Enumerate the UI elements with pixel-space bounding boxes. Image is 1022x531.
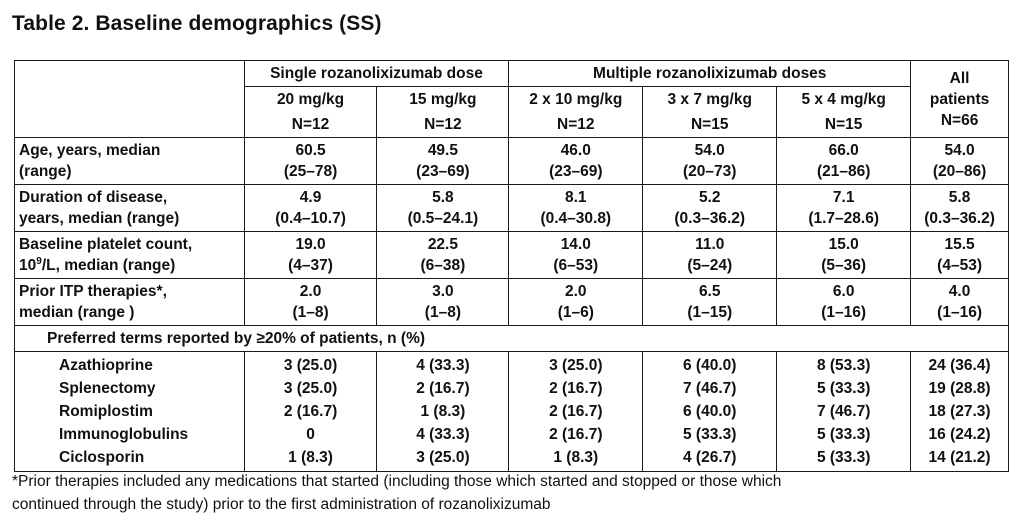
- header-dose-cell: 20 mg/kg: [244, 87, 377, 113]
- median-value: 11.0: [695, 236, 725, 253]
- median-value: 5.2: [698, 189, 721, 206]
- data-cell: [643, 138, 777, 185]
- term-value: 6 (40.0): [643, 352, 777, 378]
- row-label-line1: Age, years, median: [19, 142, 161, 159]
- range-value: (1–15): [687, 304, 733, 321]
- section-header-row: [15, 326, 1009, 352]
- term-row: [15, 352, 1009, 378]
- unit-exponent: 9: [36, 255, 42, 267]
- data-cell: [377, 232, 509, 279]
- table-body: [15, 61, 1009, 472]
- term-value: 16 (24.2): [911, 423, 1009, 446]
- data-cell: [244, 185, 377, 232]
- range-value: (1–8): [424, 304, 461, 321]
- data-cell: [377, 279, 509, 326]
- data-cell: [509, 138, 643, 185]
- median-value: 2.0: [299, 283, 322, 300]
- range-value: (4–53): [937, 257, 982, 274]
- data-cell: [509, 279, 643, 326]
- median-value: 4.0: [948, 283, 971, 300]
- term-value: 2 (16.7): [244, 400, 377, 423]
- data-cell: [509, 185, 643, 232]
- term-name: Ciclosporin: [15, 446, 245, 472]
- header-all-line2: patients: [929, 90, 990, 108]
- range-value: (6–38): [420, 257, 466, 274]
- range-value: (5–36): [821, 257, 867, 274]
- term-value: 1 (8.3): [377, 400, 509, 423]
- range-value: (0.5–24.1): [407, 210, 479, 227]
- table-row: [15, 185, 1009, 232]
- row-label: [15, 138, 245, 185]
- range-value: (1–8): [292, 304, 329, 321]
- median-value: 14.0: [560, 236, 591, 253]
- term-value: 7 (46.7): [643, 377, 777, 400]
- row-label-line2: (range): [19, 163, 72, 180]
- term-row: [15, 446, 1009, 472]
- unit-rest: /L, median (range): [41, 257, 176, 274]
- median-value: 22.5: [427, 236, 458, 253]
- data-cell: [643, 232, 777, 279]
- term-row: [15, 423, 1009, 446]
- header-all-line1: All: [949, 69, 970, 87]
- term-value: 18 (27.3): [911, 400, 1009, 423]
- median-value: 4.9: [299, 189, 322, 206]
- data-cell: [911, 279, 1009, 326]
- term-value: 3 (25.0): [244, 377, 377, 400]
- range-value: (0.4–10.7): [275, 210, 346, 227]
- term-name: Immunoglobulins: [15, 423, 245, 446]
- table-row: [15, 138, 1009, 185]
- median-value: 49.5: [427, 142, 458, 159]
- term-value: 0: [244, 423, 377, 446]
- header-dose-cell: 2 x 10 mg/kg: [509, 87, 643, 113]
- header-n-cell: N=15: [777, 112, 911, 138]
- median-value: 5.8: [432, 189, 454, 206]
- range-value: (1–6): [557, 304, 594, 321]
- row-label-line2: years, median (range): [19, 210, 180, 227]
- range-value: (0.4–30.8): [540, 210, 612, 227]
- median-value: 8.1: [565, 189, 587, 206]
- range-value: (25–78): [283, 163, 338, 180]
- data-cell: [377, 185, 509, 232]
- row-label-line2: median (range ): [19, 304, 135, 321]
- range-value: (6–53): [553, 257, 599, 274]
- header-n-cell: N=12: [377, 112, 509, 138]
- range-value: (21–86): [816, 163, 871, 180]
- header-all-patients: [911, 61, 1009, 138]
- term-value: 2 (16.7): [509, 377, 643, 400]
- term-value: 3 (25.0): [244, 352, 377, 378]
- data-cell: [244, 279, 377, 326]
- row-label-line2: [19, 255, 241, 276]
- header-dose-cell: 15 mg/kg: [377, 87, 509, 113]
- table-title: Table 2. Baseline demographics (SS): [12, 12, 382, 35]
- data-cell: [777, 185, 911, 232]
- range-value: (23–69): [416, 163, 470, 180]
- section-label: Preferred terms reported by ≥20% of patients, n (%): [15, 326, 1009, 352]
- median-value: 66.0: [828, 142, 859, 159]
- range-value: (20–86): [932, 163, 987, 180]
- term-value: 3 (25.0): [377, 446, 509, 472]
- term-value: 5 (33.3): [777, 446, 911, 472]
- data-cell: [643, 185, 777, 232]
- data-cell: [911, 185, 1009, 232]
- header-corner-cell: [15, 61, 245, 138]
- row-label-line1: Baseline platelet count,: [19, 236, 193, 253]
- term-value: 1 (8.3): [244, 446, 377, 472]
- range-value: (1–16): [937, 304, 982, 321]
- term-value: 5 (33.3): [777, 377, 911, 400]
- header-n-cell: N=12: [509, 112, 643, 138]
- row-label-line1: Prior ITP therapies*,: [19, 283, 167, 300]
- footnote-line1: *Prior therapies included any medications that started (including those which started and stopped or those which: [12, 473, 782, 490]
- median-value: 60.5: [295, 142, 326, 159]
- range-value: (4–37): [288, 257, 333, 274]
- term-name: Azathioprine: [15, 352, 245, 378]
- data-cell: [777, 138, 911, 185]
- term-value: 5 (33.3): [777, 423, 911, 446]
- header-dose-cell: 5 x 4 mg/kg: [777, 87, 911, 113]
- header-group-multiple: Multiple rozanolixizumab doses: [509, 61, 911, 87]
- data-cell: [911, 232, 1009, 279]
- term-value: 8 (53.3): [777, 352, 911, 378]
- term-value: 5 (33.3): [643, 423, 777, 446]
- median-value: 7.1: [832, 189, 855, 206]
- table-row: [15, 232, 1009, 279]
- data-cell: [377, 138, 509, 185]
- header-group-single: Single rozanolixizumab dose: [244, 61, 509, 87]
- row-label: [15, 185, 245, 232]
- term-value: 19 (28.8): [911, 377, 1009, 400]
- range-value: (23–69): [549, 163, 603, 180]
- term-value: 4 (33.3): [377, 423, 509, 446]
- unit-base: 10: [19, 257, 37, 274]
- median-value: 19.0: [295, 236, 326, 253]
- footnote: [12, 470, 1012, 516]
- data-cell: [643, 279, 777, 326]
- header-all-n: N=66: [940, 111, 979, 129]
- median-value: 54.0: [694, 142, 725, 159]
- median-value: 3.0: [432, 283, 454, 300]
- median-value: 6.5: [698, 283, 721, 300]
- range-value: (0.3–36.2): [674, 210, 746, 227]
- median-value: 6.0: [832, 283, 855, 300]
- term-value: 7 (46.7): [777, 400, 911, 423]
- data-cell: [509, 232, 643, 279]
- range-value: (20–73): [683, 163, 737, 180]
- term-name: Splenectomy: [15, 377, 245, 400]
- row-label: [15, 232, 245, 279]
- range-value: (0.3–36.2): [924, 210, 995, 227]
- median-value: 15.5: [944, 236, 975, 253]
- term-value: 3 (25.0): [509, 352, 643, 378]
- term-value: 14 (21.2): [911, 446, 1009, 472]
- term-value: 4 (33.3): [377, 352, 509, 378]
- term-value: 1 (8.3): [509, 446, 643, 472]
- row-label-line1: Duration of disease,: [19, 189, 168, 206]
- term-value: 4 (26.7): [643, 446, 777, 472]
- term-value: 6 (40.0): [643, 400, 777, 423]
- median-value: 2.0: [565, 283, 587, 300]
- header-dose-cell: 3 x 7 mg/kg: [643, 87, 777, 113]
- baseline-demographics-table: [14, 60, 1009, 472]
- range-value: (5–24): [687, 257, 733, 274]
- header-n-cell: N=12: [244, 112, 377, 138]
- median-value: 54.0: [944, 142, 975, 159]
- data-cell: [244, 232, 377, 279]
- term-value: 2 (16.7): [509, 400, 643, 423]
- header-n-cell: N=15: [643, 112, 777, 138]
- table-row: [15, 279, 1009, 326]
- range-value: (1–16): [821, 304, 867, 321]
- row-label: [15, 279, 245, 326]
- header-row-groups: [15, 61, 1009, 87]
- footnote-line2: continued through the study) prior to the first administration of rozanolixizumab: [12, 496, 551, 513]
- data-cell: [244, 138, 377, 185]
- data-cell: [911, 138, 1009, 185]
- term-name: Romiplostim: [15, 400, 245, 423]
- term-value: 24 (36.4): [911, 352, 1009, 378]
- data-cell: [777, 279, 911, 326]
- range-value: (1.7–28.6): [808, 210, 879, 227]
- median-value: 15.0: [828, 236, 859, 253]
- data-cell: [777, 232, 911, 279]
- term-row: [15, 400, 1009, 423]
- term-value: 2 (16.7): [509, 423, 643, 446]
- term-row: [15, 377, 1009, 400]
- median-value: 46.0: [560, 142, 591, 159]
- term-value: 2 (16.7): [377, 377, 509, 400]
- median-value: 5.8: [948, 189, 971, 206]
